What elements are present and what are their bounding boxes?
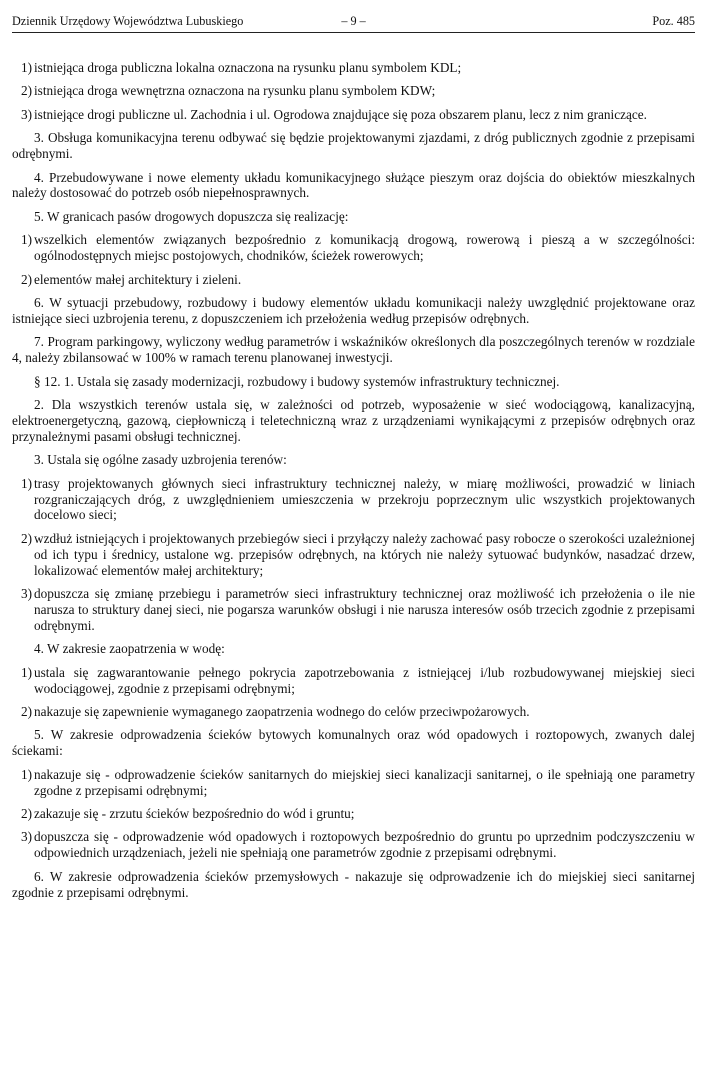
list-item-number: 2) bbox=[20, 530, 32, 546]
list-item-text: ustala się zagwarantowanie pełnego pokrycia zapotrzebowania z istniejącej i/lub rozbudowywanej miejskiej sieci wodociągowej, zgodnie z przepisami odrębnymi; bbox=[34, 664, 695, 696]
list-item-text: istniejące drogi publiczne ul. Zachodnia i ul. Ogrodowa znajdujące się poza obszarem planu, lecz z nim graniczące. bbox=[34, 106, 647, 122]
journal-title: Dziennik Urzędowy Województwa Lubuskiego bbox=[12, 14, 244, 28]
paragraph: § 12. 1. Ustala się zasady modernizacji, rozbudowy i budowy systemów infrastruktury technicznej. bbox=[34, 373, 560, 389]
list-item-text: trasy projektowanych głównych sieci infrastruktury technicznej należy, w miarę możliwości, prowadzić w liniach rozgraniczających dróg, z uwzględnieniem umieszczenia w przekroju poprzecznym ulic wszystkich projektowanych docelowo sieci; bbox=[34, 475, 695, 523]
paragraph: 4. W zakresie zaopatrzenia w wodę: bbox=[34, 641, 225, 657]
paragraph: 4. Przebudowywane i nowe elementy układu komunikacyjnego służące pieszym oraz dojścia do obiektów mieszkalnych należy dostosować do potrzeb osób niepełnosprawnych. bbox=[12, 169, 695, 201]
list-item-number: 3) bbox=[20, 106, 32, 122]
list-item-text: istniejąca droga wewnętrzna oznaczona na rysunku planu symbolem KDW; bbox=[34, 83, 436, 99]
page-number: – 9 – bbox=[341, 14, 366, 28]
list-item-number: 1) bbox=[20, 475, 32, 491]
list-item bbox=[12, 232, 695, 264]
page-header bbox=[12, 14, 695, 33]
list-item-number: 3) bbox=[20, 829, 32, 845]
list-item-number: 2) bbox=[20, 271, 32, 287]
paragraph: 5. W granicach pasów drogowych dopuszcza się realizację: bbox=[34, 208, 349, 224]
list-item bbox=[12, 704, 695, 720]
list-item bbox=[12, 806, 695, 822]
list-item bbox=[12, 107, 695, 123]
list-item bbox=[12, 60, 695, 76]
list-item-number: 1) bbox=[20, 60, 32, 75]
list-item-text: dopuszcza się - odprowadzenie wód opadowych i roztopowych bezpośrednio do gruntu po uprzednim podczyszczeniu w odpowiednich urządzeniach, jeżeli nie spełniają one parametrów zgodnie z przepisami odrębnymi. bbox=[34, 829, 695, 861]
list-item-text: nakazuje się zapewnienie wymaganego zaopatrzenia wodnego do celów przeciwpożarowych. bbox=[34, 704, 530, 719]
list-item bbox=[12, 665, 695, 697]
list-item bbox=[12, 829, 695, 861]
list-item-text: dopuszcza się zmianę przebiegu i parametrów sieci infrastruktury technicznej oraz możliwość ich przełożenia o ile nie narusza to struktury danej sieci, nie pogarsza warunków obsługi i nie narusza interesów osób trzecich zgodnie z przepisami odrębnymi. bbox=[34, 586, 695, 633]
list-item-number: 3) bbox=[20, 586, 32, 602]
list-item bbox=[12, 586, 695, 634]
list-item-number: 2) bbox=[20, 83, 32, 99]
document-body bbox=[12, 60, 695, 908]
paragraph: 5. W zakresie odprowadzenia ścieków bytowych komunalnych oraz wód opadowych i roztopowych, zwanych dalej ściekami: bbox=[12, 727, 695, 759]
list-item bbox=[12, 272, 695, 288]
list-item-text: zakazuje się - zrzutu ścieków bezpośrednio do wód i gruntu; bbox=[34, 806, 355, 822]
paragraph: 3. Obsługa komunikacyjna terenu odbywać się będzie projektowanymi zjazdami, z dróg publicznych zgodnie z przepisami odrębnymi. bbox=[12, 130, 695, 162]
paragraph: 7. Program parkingowy, wyliczony według parametrów i wskaźników określonych dla poszczególnych terenów w rozdziale 4, należy zbilansować w 100% w ramach terenu planowanej inwestycji. bbox=[12, 334, 695, 366]
list-item-number: 1) bbox=[20, 664, 32, 680]
list-item bbox=[12, 83, 695, 99]
paragraph: 3. Ustala się ogólne zasady uzbrojenia terenów: bbox=[34, 452, 287, 468]
list-item-text: nakazuje się - odprowadzenie ścieków sanitarnych do miejskiej sieci kanalizacji sanitarnej, o ile spełniają one parametry zgodne z przepisami odrębnymi; bbox=[34, 766, 695, 798]
list-item-text: elementów małej architektury i zieleni. bbox=[34, 271, 242, 287]
list-item bbox=[12, 767, 695, 799]
list-item-number: 1) bbox=[20, 232, 32, 248]
list-item-number: 2) bbox=[20, 806, 32, 822]
list-item bbox=[12, 531, 695, 579]
list-item bbox=[12, 476, 695, 524]
paragraph: 6. W sytuacji przebudowy, rozbudowy i budowy elementów układu komunikacji należy uwzględnić projektowane oraz istniejące sieci uzbrojenia terenu, z dopuszczeniem ich przełożenia według przepisów odrębnych. bbox=[12, 294, 695, 326]
list-item-text: wszelkich elementów związanych bezpośrednio z komunikacją drogową, rowerową i pieszą a w szczególności: ogólnodostępnych miejsc postojowych, chodników, ścieżek rowerowych; bbox=[34, 232, 695, 264]
list-item-number: 1) bbox=[20, 766, 32, 782]
list-item-text: wzdłuż istniejących i projektowanych przebiegów sieci i przyłączy należy zachować pasy robocze o szerokości uzależnionej od ich typu i średnicy, ustalone wg. przepisów odrębnych, na których nie należy sytuować budynków, nasadzać drzew, lokalizować elementów małej architektury; bbox=[34, 530, 695, 578]
list-item-text: istniejąca droga publiczna lokalna oznaczona na rysunku planu symbolem KDL; bbox=[34, 60, 462, 75]
position-number: Poz. 485 bbox=[652, 14, 695, 28]
paragraph: 2. Dla wszystkich terenów ustala się, w zależności od potrzeb, wyposażenie w sieć wodociągową, kanalizacyjną, elektroenergetyczną, gazową, ciepłowniczą i teletechniczną wraz z urządzeniami wynikającymi z przepisów odrębnych oraz przynależnymi pasami obsługi technicznej. bbox=[12, 397, 695, 444]
paragraph: 6. W zakresie odprowadzenia ścieków przemysłowych - nakazuje się odprowadzenie ich do miejskiej sieci sanitarnej zgodnie z przepisami odrębnymi. bbox=[12, 868, 695, 900]
list-item-number: 2) bbox=[20, 704, 32, 719]
